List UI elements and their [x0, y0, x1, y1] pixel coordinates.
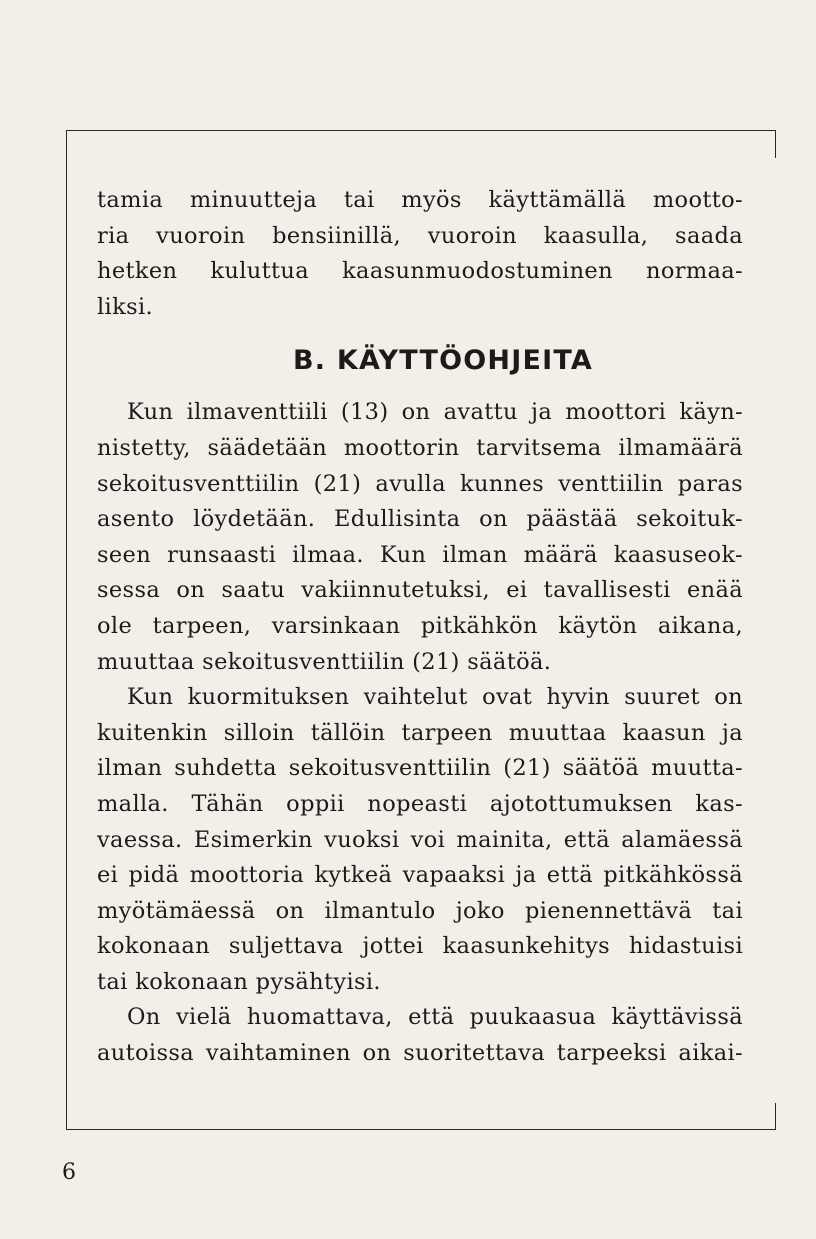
- text-line: sessa on saatu vakiinnutetuksi, ei tavallisesti enää: [97, 577, 743, 604]
- text-line: ria vuoroin bensiinillä, vuoroin kaasulla, saada: [97, 222, 743, 249]
- page-content: [97, 183, 743, 1072]
- text-line: ilman suhdetta sekoitusventtiilin (21) säätöä muutta-: [97, 755, 743, 782]
- text-line: nistetty, säädetään moottorin tarvitsema ilmamäärä: [97, 434, 743, 461]
- text-line: myötämäessä on ilmantulo joko pienennettävä tai: [97, 897, 743, 924]
- frame-right-edge-top: [775, 130, 776, 158]
- text-line: liksi.: [97, 293, 154, 320]
- text-line: autoissa vaihtaminen on suoritettava tarpeeksi aikai-: [97, 1040, 743, 1067]
- text-line: ole tarpeen, varsinkaan pitkähkön käytön aikana,: [97, 612, 743, 639]
- text-line: Kun kuormituksen vaihtelut ovat hyvin suuret on: [127, 684, 743, 711]
- section-heading: B. KÄYTTÖOHJEITA: [293, 345, 593, 377]
- text-line: sekoitusventtiilin (21) avulla kunnes venttiilin paras: [97, 470, 743, 497]
- text-line: Kun ilmaventtiili (13) on avattu ja moottori käyn-: [127, 399, 743, 426]
- text-line: hetken kuluttua kaasunmuodostuminen normaa-: [97, 258, 743, 285]
- page-number: 6: [62, 1160, 76, 1185]
- text-line: seen runsaasti ilmaa. Kun ilman määrä kaasuseok-: [97, 541, 743, 568]
- frame-right-edge-bottom: [775, 1103, 776, 1130]
- text-line: malla. Tähän oppii nopeasti ajotottumuksen kas-: [97, 790, 743, 817]
- paragraph-4: [97, 1000, 743, 1071]
- text-line: kokonaan suljettava jottei kaasunkehitys hidastuisi: [97, 933, 743, 960]
- text-line: ei pidä moottoria kytkeä vapaaksi ja että pitkähkössä: [97, 862, 743, 889]
- paragraph-1: [97, 183, 743, 325]
- paragraph-3: [97, 680, 743, 1000]
- text-line: tamia minuutteja tai myös käyttämällä mootto-: [97, 187, 743, 213]
- paragraph-2: [97, 395, 743, 680]
- text-line: tai kokonaan pysähtyisi.: [97, 968, 381, 995]
- text-line: kuitenkin silloin tällöin tarpeen muuttaa kaasun ja: [97, 719, 743, 746]
- text-line: muuttaa sekoitusventtiilin (21) säätöä.: [97, 648, 552, 675]
- text-line: vaessa. Esimerkin vuoksi voi mainita, että alamäessä: [97, 826, 743, 853]
- text-line: asento löydetään. Edullisinta on päästää sekoituk-: [97, 506, 743, 533]
- text-line: On vielä huomattava, että puukaasua käyttävissä: [127, 1004, 743, 1031]
